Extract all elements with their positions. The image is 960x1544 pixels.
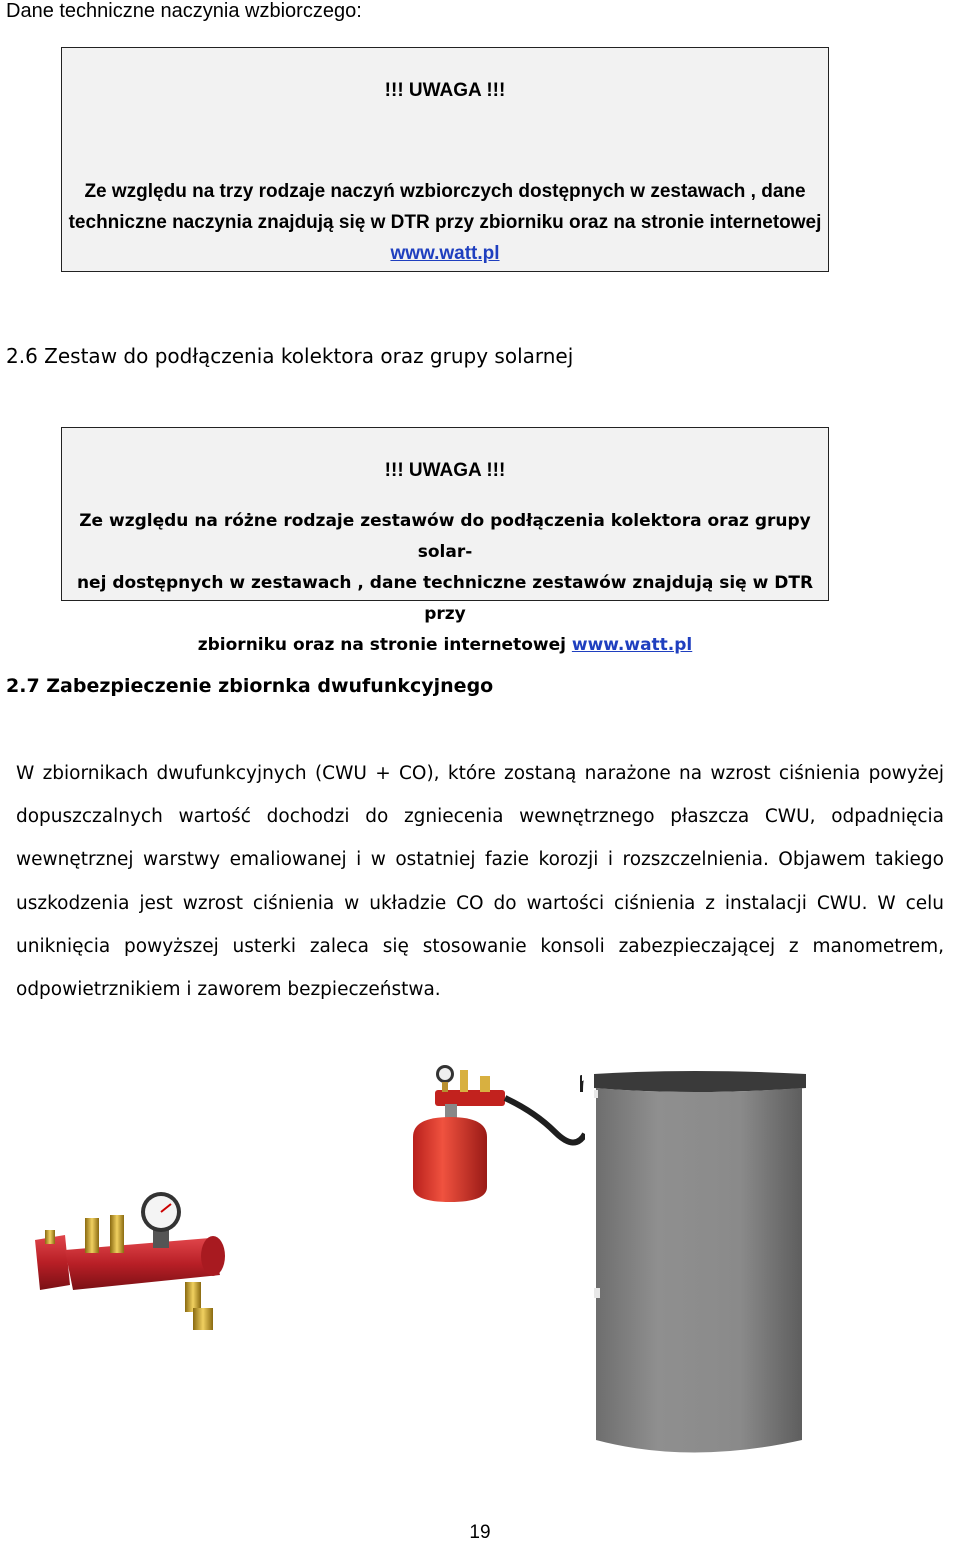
section-heading-2-6: 2.6 Zestaw do podłączenia kolektora oraz grupy solarnej [6,344,574,368]
safety-console-image [25,1190,235,1340]
website-link[interactable]: www.watt.pl [571,635,693,655]
warning-box-solar-kit [61,427,829,655]
website-link[interactable]: www.watt.pl [390,243,500,264]
warning-title: !!! UWAGA !!! [384,460,506,481]
warning-text [62,176,828,269]
storage-tank-image [580,1060,810,1466]
body-paragraph: W zbiornikach dwufunkcyjnych (CWU + CO), które zostaną narażone na wzrost ciśnienia powyżej dopuszczalnych wartość dochodzi do zgniecenia wewnętrznego płaszcza CWU, odpadnięcia wewnętrznej warstwy emaliowanej i w ostatniej fazie korozji i rozszczelnienia. Objawem takiego uszkodzenia jest wzrost ciśnienia w układzie CO do wartości ciśnienia z instalacji CWU. W celu uniknięcia powyższej usterki zaleca się stosowanie konsoli zabezpieczającej z manometrem, odpowietrznikiem i zaworem bezpieczeństwa. [16,763,944,1001]
intro-line: Dane techniczne naczynia wzbiorczego: [6,0,362,22]
warning-text-line-3: zbiorniku oraz na stronie internetowej [197,635,566,655]
expansion-vessel-image [405,1062,585,1212]
section-heading-2-7: 2.7 Zabezpieczenie zbiornka dwufunkcyjnego [6,675,494,697]
warning-box-expansion-vessel [61,47,829,272]
warning-text-line-2: techniczne naczynia znajdują się w DTR przy zbiorniku oraz na stronie internetowej [68,212,822,233]
page-number: 19 [469,1522,491,1543]
warning-text-line-1: Ze względu na trzy rodzaje naczyń wzbiorczych dostępnych w zestawach , dane [84,181,806,202]
warning-text-line-1: Ze względu na różne rodzaje zestawów do podłączenia kolektora oraz grupy solar- [79,511,811,562]
warning-title: !!! UWAGA !!! [384,80,506,101]
warning-text-line-2: nej dostępnych w zestawach , dane techniczne zestawów znajdują się w DTR przy [76,573,814,624]
warning-text [62,506,828,661]
